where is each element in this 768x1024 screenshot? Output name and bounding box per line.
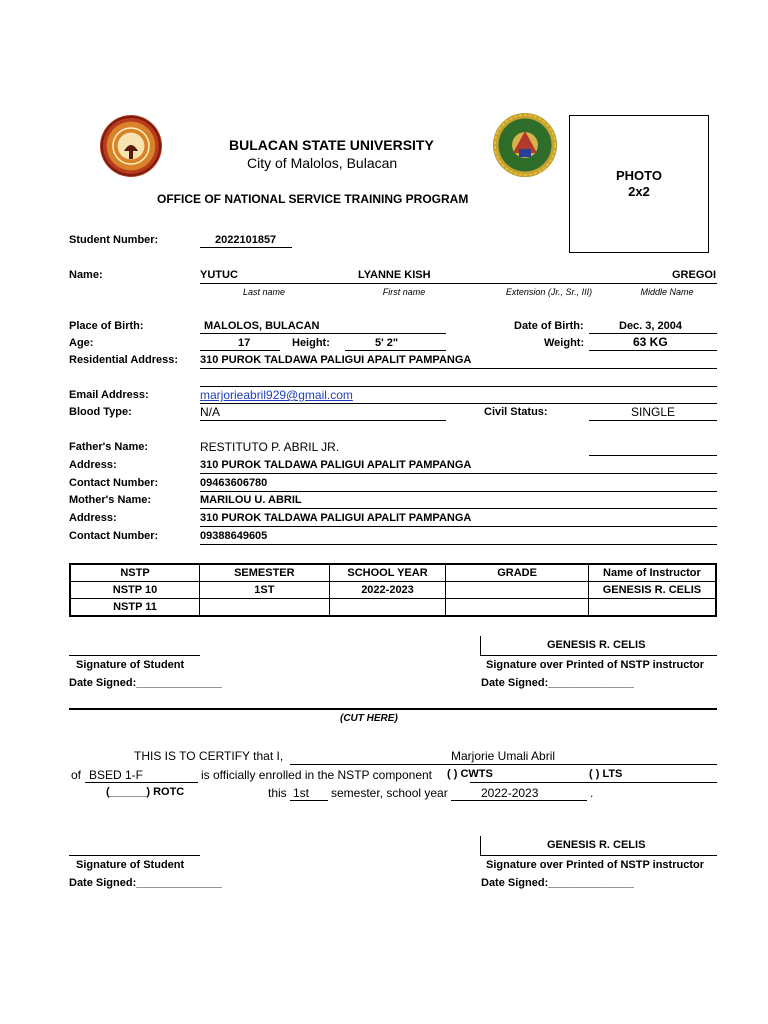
university-name: BULACAN STATE UNIVERSITY [229, 137, 434, 153]
civil-status: SINGLE [631, 405, 676, 419]
date-of-birth: Dec. 3, 2004 [619, 320, 682, 332]
table-cell: NSTP 11 [70, 599, 200, 617]
rotc-option[interactable]: (______) ROTC [106, 786, 185, 798]
mother-address-label: Address: [69, 512, 117, 524]
weight-label: Weight: [544, 337, 585, 349]
table-cell [446, 582, 589, 599]
father-contact: 09463606780 [200, 477, 268, 489]
father-address-label: Address: [69, 459, 117, 471]
residential-address: 310 PUROK TALDAWA PALIGUI APALIT PAMPANGA [200, 354, 472, 366]
instructor-signature-label: Signature over Printed of NSTP instructor [486, 659, 704, 671]
table-cell [588, 599, 716, 617]
residential-address-label: Residential Address: [69, 354, 179, 366]
photo-label: PHOTO [616, 168, 662, 183]
course: BSED 1-F [89, 768, 144, 782]
place-of-birth: MALOLOS, BULACAN [204, 320, 320, 332]
age-label: Age: [69, 337, 94, 349]
mother-address: 310 PUROK TALDAWA PALIGUI APALIT PAMPANGA [200, 512, 472, 524]
photo-box [569, 115, 709, 253]
table-row [70, 582, 716, 599]
office-title: OFFICE OF NATIONAL SERVICE TRAINING PROGRAM [157, 192, 469, 206]
table-cell [200, 599, 330, 617]
blood-type-label: Blood Type: [69, 406, 132, 418]
first-name: LYANNE KISH [358, 269, 431, 281]
photo-size: 2x2 [628, 184, 650, 199]
civil-status-label: Civil Status: [484, 406, 548, 418]
email-label: Email Address: [69, 389, 149, 401]
instructor-date-signed: Date Signed:______________ [481, 677, 634, 689]
student-number: 2022101857 [215, 234, 277, 246]
table-cell [329, 599, 446, 617]
semester: 1st [293, 786, 310, 800]
instructor-signature-label-2: Signature over Printed of NSTP instructor [486, 859, 704, 871]
father-contact-label: Contact Number: [69, 477, 159, 489]
nstp-table [69, 563, 717, 617]
name-label: Name: [69, 269, 103, 281]
period: . [590, 786, 594, 800]
cut-here-label: (CUT HERE) [340, 713, 398, 724]
instructor-date-signed-2: Date Signed:______________ [481, 877, 634, 889]
student-number-label: Student Number: [69, 234, 159, 246]
table-cell: NSTP 10 [70, 582, 200, 599]
enrolled-text: is officially enrolled in the NSTP component [201, 768, 433, 782]
weight: 63 KG [633, 335, 668, 349]
emblem-icon [493, 113, 557, 177]
table-cell [446, 599, 589, 617]
certify-text: THIS IS TO CERTIFY that I, [134, 749, 284, 763]
father-name-label: Father's Name: [69, 441, 149, 453]
torch-icon [100, 115, 162, 177]
mother-contact: 09388649605 [200, 530, 268, 542]
blood-type: N/A [200, 405, 221, 419]
lts-option[interactable]: ( ) LTS [589, 768, 623, 780]
caption-last-name: Last name [242, 287, 286, 297]
table-header: Name of Instructor [588, 564, 716, 582]
dob-label: Date of Birth: [514, 320, 584, 332]
height: 5' 2" [375, 337, 399, 349]
student-signature-label-2: Signature of Student [76, 859, 185, 871]
bulsu-seal-logo [100, 115, 162, 177]
this-text: this [268, 786, 287, 800]
student-date-signed: Date Signed:______________ [69, 677, 222, 689]
student-date-signed-2: Date Signed:______________ [69, 877, 222, 889]
table-cell: 1ST [200, 582, 330, 599]
of-label: of [71, 768, 82, 782]
last-name: YUTUC [200, 269, 238, 281]
middle-name: GREGOI [672, 269, 717, 281]
father-name: RESTITUTO P. ABRIL JR. [200, 440, 340, 454]
instructor-name-2: GENESIS R. CELIS [547, 839, 646, 851]
table-header: SEMESTER [200, 564, 330, 582]
caption-first-name: First name [382, 287, 426, 297]
table-header: NSTP [70, 564, 200, 582]
age: 17 [238, 337, 251, 349]
nstp-seal-logo [493, 113, 557, 177]
certified-name: Marjorie Umali Abril [451, 749, 556, 763]
caption-extension: Extension (Jr., Sr., III) [505, 287, 593, 297]
university-city: City of Malolos, Bulacan [247, 155, 398, 171]
cwts-option[interactable]: ( ) CWTS [447, 768, 493, 780]
table-cell: 2022-2023 [329, 582, 446, 599]
height-label: Height: [292, 337, 330, 349]
school-year: 2022-2023 [481, 786, 539, 800]
table-header: SCHOOL YEAR [329, 564, 446, 582]
student-signature-label: Signature of Student [76, 659, 185, 671]
pob-label: Place of Birth: [69, 320, 144, 332]
email-link[interactable]: marjorieabril929@gmail.com [200, 388, 353, 402]
table-header-row [70, 564, 716, 582]
table-row [70, 599, 716, 617]
caption-middle-name: Middle Name [640, 287, 694, 297]
table-cell: GENESIS R. CELIS [588, 582, 716, 599]
mother-contact-label: Contact Number: [69, 530, 159, 542]
father-address: 310 PUROK TALDAWA PALIGUI APALIT PAMPANGA [200, 459, 472, 471]
mother-name: MARILOU U. ABRIL [200, 494, 302, 506]
semester-text: semester, school year [331, 786, 448, 800]
table-header: GRADE [446, 564, 589, 582]
mother-name-label: Mother's Name: [69, 494, 152, 506]
instructor-name: GENESIS R. CELIS [547, 639, 646, 651]
